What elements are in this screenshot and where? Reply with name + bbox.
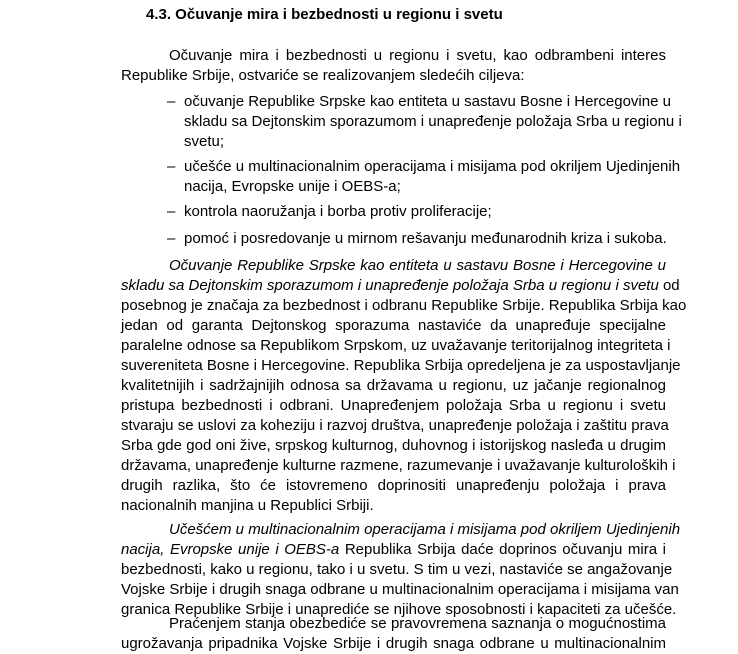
text-line: stvaraju se uslovi za koheziju i razvoj društva, unapređenje položaja i zaštitu prava — [121, 417, 669, 434]
text-span: Republika Srbija daće doprinos očuvanju mira i — [339, 541, 666, 558]
paragraph-republika-srpska — [121, 256, 687, 516]
text-line: bezbednosti, kako u regionu, tako i u svetu. S tim u vezi, nastaviće se angažovanje — [121, 561, 673, 578]
text-line: nacionalnih manjina u Republici Srbiji. — [121, 497, 374, 514]
text-line: drugih razlika, što će istovremeno doprinositi unapređenju položaja i prava — [121, 477, 666, 494]
text-line: skladu sa Dejtonskim sporazumom i unapređenje položaja Srba u regionu i — [184, 113, 682, 130]
text-line: državama, unapređenje kulturne razmene, razumevanje i uvažavanje kulturoloških i — [121, 457, 676, 474]
text-line: jedan od garanta Dejtonskog sporazuma nastaviće da unapređuje specijalne — [121, 317, 666, 334]
text-line: Srba gde god oni žive, srpskog kulturnog, duhovnog i istorijskog nasleđa u drugim — [121, 437, 666, 454]
text-line: svetu; — [184, 133, 225, 150]
text-line: posebnog je značaja za bezbednost i odbranu Republike Srbije. Republika Srbija kao — [121, 297, 687, 314]
paragraph-multinational — [121, 520, 681, 620]
text-line: kvalitetnijih i sadržajnijih odnosa sa državama u regionu, uz jačanje regionalnog — [121, 377, 666, 394]
section-heading: 4.3. Očuvanje mira i bezbednosti u regionu i svetu — [146, 6, 503, 23]
text-line: ugrožavanja pripadnika Vojske Srbije i drugih snaga odbrane u multinacionalnim — [121, 635, 666, 652]
text-line: granica Republike Srbije i unaprediće se njihove sposobnosti i kapaciteti za učešće. — [121, 601, 677, 618]
text-line — [121, 276, 680, 296]
text-line: suvereniteta Bosne i Hercegovine. Republika Srbija opredeljena je za uspostavljanje — [121, 357, 681, 374]
dash-bullet: – — [167, 203, 176, 220]
text-line — [121, 540, 666, 560]
text-line: učešće u multinacionalnim operacijama i misijama pod okriljem Ujedinjenih — [184, 158, 681, 175]
text-span: od — [658, 277, 680, 294]
text-line: Republike Srbije, ostvariće se realizovanjem sledećih ciljeva: — [121, 67, 525, 84]
paragraph-monitoring — [121, 614, 666, 654]
intro-paragraph — [121, 46, 666, 86]
text-line: paralelne odnose sa Republikom Srpskom, uz uvažavanje teritorijalnog integriteta i — [121, 337, 671, 354]
text-line: Praćenjem stanja obezbediće se pravovremena saznanja o mogućnostima — [169, 615, 666, 632]
italic-span: skladu sa Dejtonskim sporazumom i unapređenje položaja Srba u regionu i svetu — [121, 277, 659, 294]
italic-span: nacija, Evropske unije i OEBS-a — [121, 541, 340, 558]
dash-bullet: – — [167, 230, 176, 247]
dash-bullet: – — [167, 158, 176, 175]
text-line: kontrola naoružanja i borba protiv proliferacije; — [184, 203, 492, 220]
dash-bullet: – — [167, 93, 176, 110]
text-line: očuvanje Republike Srpske kao entiteta u sastavu Bosne i Hercegovine u — [184, 93, 671, 110]
text-line: nacija, Evropske unije i OEBS-a; — [184, 178, 401, 195]
text-line: pristupa bezbednosti i odbrani. Unapređenjem položaja Srba u regionu i svetu — [121, 397, 666, 414]
text-line: Vojske Srbije i drugih snaga odbrane u multinacionalnim operacijama i misijama van — [121, 581, 679, 598]
text-line: Očuvanje mira i bezbednosti u regionu i svetu, kao odbrambeni interes — [169, 47, 666, 64]
text-line: pomoć i posredovanje u mirnom rešavanju međunarodnih kriza i sukoba. — [184, 230, 667, 247]
text-line: Učešćem u multinacionalnim operacijama i misijama pod okriljem Ujedinjenih — [169, 521, 681, 538]
text-line: Očuvanje Republike Srpske kao entiteta u sastavu Bosne i Hercegovine u — [169, 257, 666, 274]
